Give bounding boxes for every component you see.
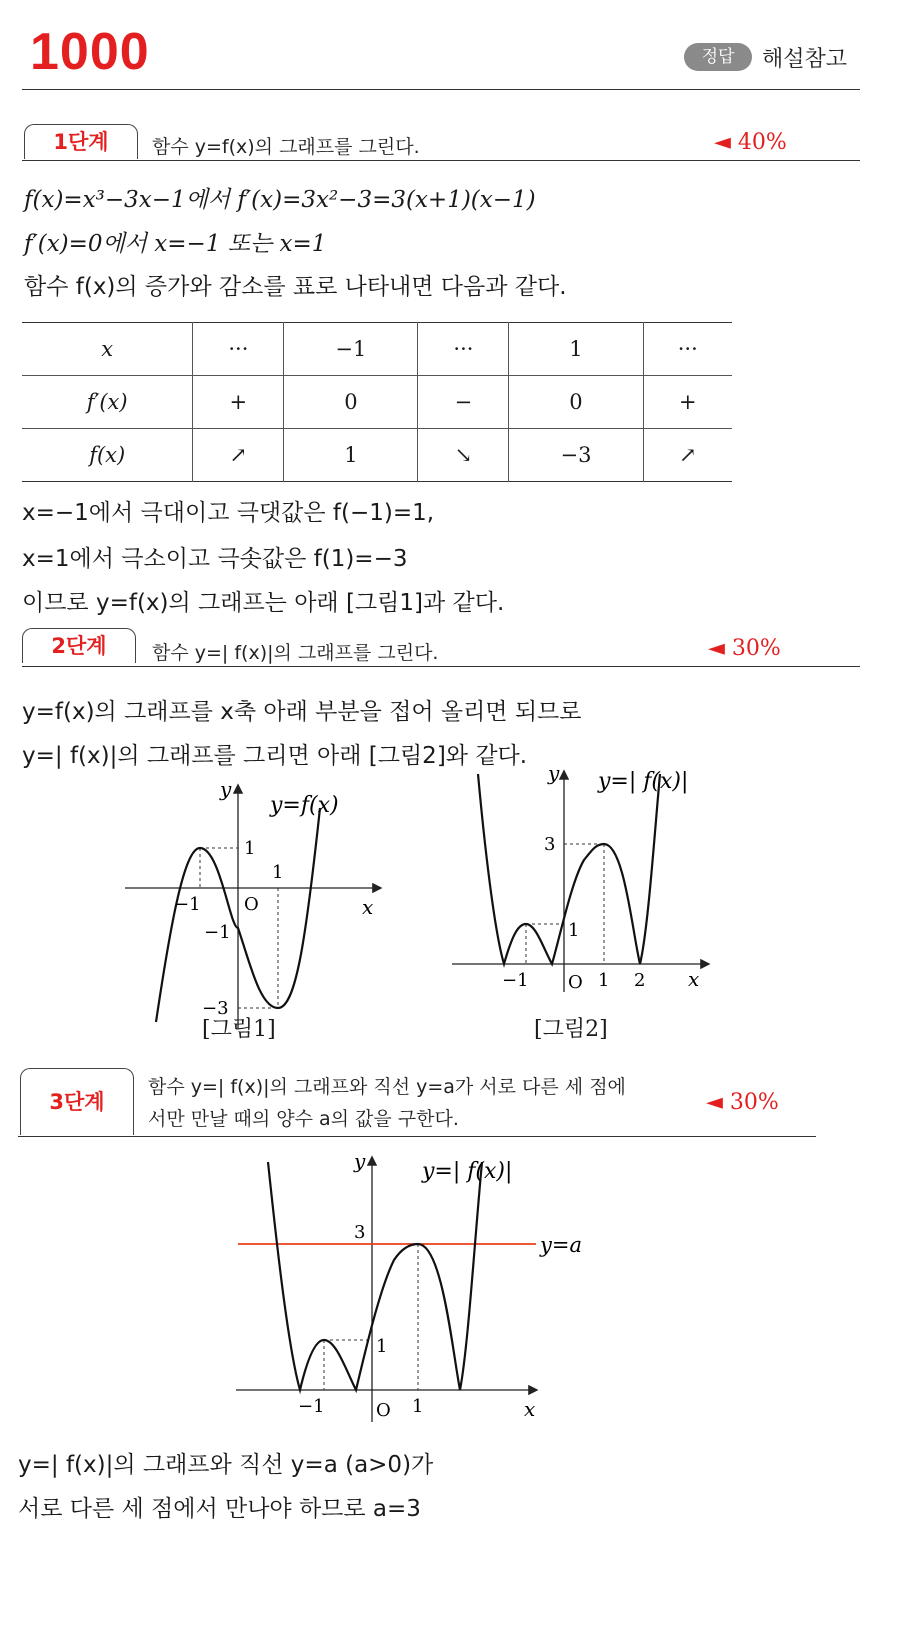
graph-ref-line: 이므로 y=f(x)의 그래프는 아래 [그림1]과 같다. <box>22 590 505 616</box>
step1-divider <box>22 160 860 161</box>
func-label: y=| f(x)| <box>422 1159 513 1184</box>
step2-divider <box>22 666 860 667</box>
derivative-line: f(x)=x³−3x−1에서 f′(x)=3x²−3=3(x+1)(x−1) <box>24 187 536 213</box>
x-axis-label: x <box>524 1397 536 1421</box>
answer-badge: 정답 <box>684 43 752 71</box>
tick-label: 1 <box>598 970 610 991</box>
local-max-line: x=−1에서 극대이고 극댓값은 f(−1)=1, <box>22 500 435 526</box>
step2-percent: ◄ 30% <box>708 636 781 661</box>
curve-abs-f <box>268 1162 482 1390</box>
tick-label: −1 <box>298 1396 325 1417</box>
step2-label: 2단계 <box>22 628 136 663</box>
table-row <box>22 376 732 429</box>
table-row <box>22 323 732 376</box>
origin-label: O <box>244 894 259 915</box>
y-axis-label: y <box>220 778 232 801</box>
table-cell: x <box>22 323 193 376</box>
table-cell: ··· <box>193 323 284 376</box>
x-axis-label: x <box>362 895 374 919</box>
problem-number: 1000 <box>30 23 150 81</box>
table-cell: ··· <box>643 323 732 376</box>
func-label: y=| f(x)| <box>598 769 689 794</box>
tick-label: 3 <box>544 834 556 855</box>
table-cell: ↘ <box>418 429 509 482</box>
line-label: y=a <box>540 1233 582 1257</box>
figure2-caption: [그림2] <box>534 1017 608 1042</box>
origin-label: O <box>568 972 583 993</box>
abs-graph-line: y=| f(x)|의 그래프를 그리면 아래 [그림2]와 같다. <box>22 743 528 769</box>
table-cell: ··· <box>418 323 509 376</box>
table-cell: 0 <box>509 376 643 429</box>
y-axis-label: y <box>548 761 560 785</box>
table-cell: ↗ <box>643 429 732 482</box>
table-cell: 0 <box>284 376 418 429</box>
tick-label: −3 <box>202 998 229 1019</box>
header-divider <box>22 89 860 90</box>
reference-note: 해설참고 <box>762 47 848 72</box>
tick-label: 1 <box>376 1336 388 1357</box>
conclusion-line1: y=| f(x)|의 그래프와 직선 y=a (a>0)가 <box>18 1452 434 1478</box>
table-cell: ↗ <box>193 429 284 482</box>
tick-label: 2 <box>634 970 646 991</box>
y-axis-label: y <box>354 1149 366 1173</box>
figure2-graph <box>450 760 720 1020</box>
table-cell: f′(x) <box>22 376 193 429</box>
tick-label: −1 <box>502 970 529 991</box>
table-cell: 1 <box>509 323 643 376</box>
table-cell: − <box>418 376 509 429</box>
tick-label: 1 <box>568 920 580 941</box>
figure1-caption: [그림1] <box>202 1017 276 1042</box>
tick-label: 1 <box>244 838 256 859</box>
table-cell: f(x) <box>89 443 126 467</box>
table-cell: −1 <box>284 323 418 376</box>
tick-label: 1 <box>272 862 284 883</box>
tick-label: 1 <box>412 1396 424 1417</box>
table-cell: 1 <box>284 429 418 482</box>
tick-label: −1 <box>174 894 201 915</box>
step3-divider <box>18 1136 816 1137</box>
step1-percent: ◄ 40% <box>714 130 787 155</box>
figure3-graph <box>230 1148 630 1440</box>
table-intro-line: 함수 f(x)의 증가와 감소를 표로 나타내면 다음과 같다. <box>24 274 567 300</box>
tick-label: −1 <box>204 922 231 943</box>
step3-label: 3단계 <box>20 1068 134 1135</box>
table-cell: −3 <box>509 429 643 482</box>
step3-text-line1: 함수 y=| f(x)|의 그래프와 직선 y=a가 서로 다른 세 점에 <box>148 1076 626 1098</box>
step2-text: 함수 y=| f(x)|의 그래프를 그린다. <box>152 642 439 664</box>
fold-line: y=f(x)의 그래프를 x축 아래 부분을 접어 올리면 되므로 <box>22 699 582 725</box>
origin-label: O <box>376 1400 391 1421</box>
x-axis-label: x <box>688 967 700 991</box>
step1-text: 함수 y=f(x)의 그래프를 그린다. <box>152 136 420 158</box>
local-min-line: x=1에서 극소이고 극솟값은 f(1)=−3 <box>22 546 408 572</box>
step3-text-line2: 서만 만날 때의 양수 a의 값을 구한다. <box>148 1108 459 1130</box>
func-label: y=f(x) <box>270 793 339 818</box>
tick-label: 3 <box>354 1222 366 1243</box>
step1-label: 1단계 <box>24 124 138 159</box>
table-row <box>22 429 732 482</box>
table-cell: + <box>643 376 732 429</box>
step3-percent: ◄ 30% <box>706 1090 779 1115</box>
increase-decrease-table <box>22 322 732 482</box>
critical-points-line: f′(x)=0에서 x=−1 또는 x=1 <box>24 231 327 257</box>
table-cell: + <box>193 376 284 429</box>
conclusion-line2: 서로 다른 세 점에서 만나야 하므로 a=3 <box>18 1496 421 1522</box>
